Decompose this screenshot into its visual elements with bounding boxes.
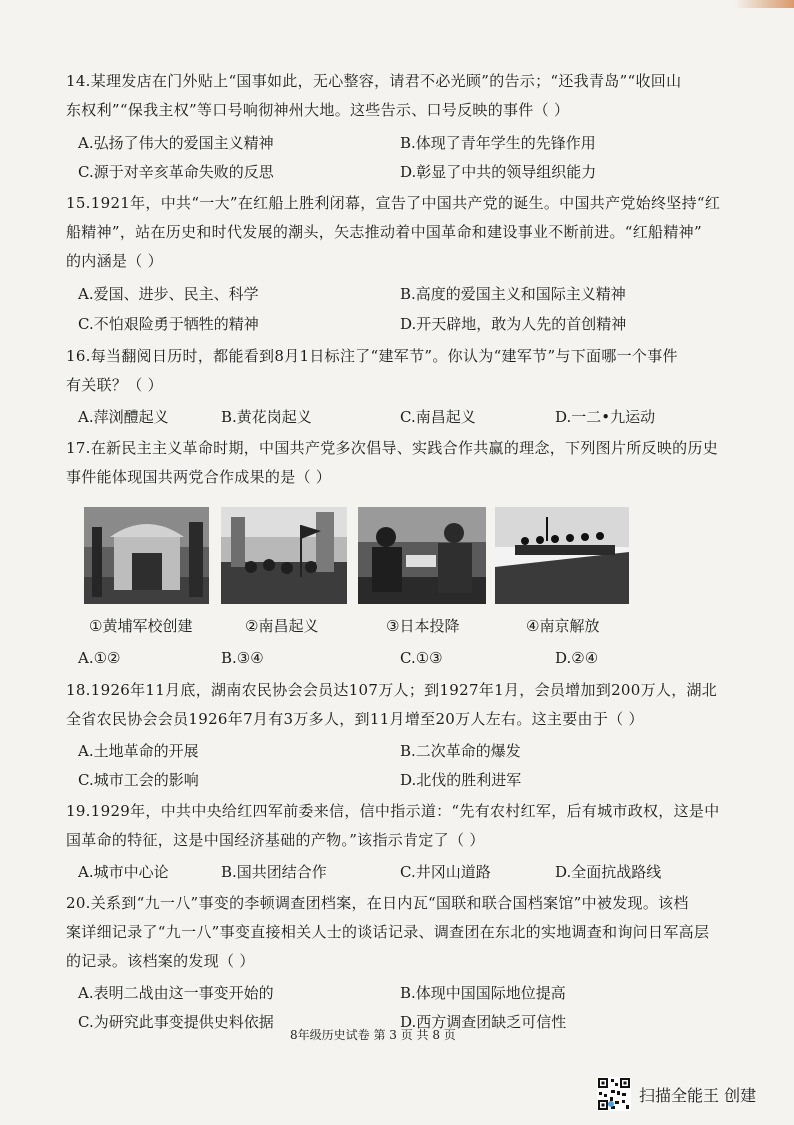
q19-stem-line-2: 国革命的特征，这是中国经济基础的产物。”该指示肯定了（ ） xyxy=(66,831,485,849)
q17-caption-4: ④南京解放 xyxy=(526,617,600,635)
q20-option-a: A.表明二战由这一事变开始的 xyxy=(78,984,274,1002)
q17-option-d: D.②④ xyxy=(555,649,599,667)
scan-edge-mark xyxy=(734,0,794,8)
q15-stem-line-2: 船精神”，站在历史和时代发展的潮头，矢志推动着中国革命和建设事业不断前进。“红船精神” xyxy=(66,223,702,241)
nanjing-liberation-photo xyxy=(495,507,629,604)
q17-stem-line-2: 事件能体现国共两党合作成果的是（ ） xyxy=(66,468,332,486)
page-footer: 8年级历史试卷 第 3 页 共 8 页 xyxy=(290,1028,456,1042)
q19-option-a: A.城市中心论 xyxy=(78,863,169,881)
q15-stem-line-1: 15.1921年，中共“一大”在红船上胜利闭幕，宣告了中国共产党的诞生。中国共产党始终坚持“红 xyxy=(66,194,721,212)
q14-stem-line-2: 东权利”“保我主权”等口号响彻神州大地。这些告示、口号反映的事件（ ） xyxy=(66,101,570,119)
q18-stem-line-1: 18.1926年11月底，湖南农民协会会员达107万人；到1927年1月，会员增加到200万人，湖北 xyxy=(66,681,718,699)
q14-stem-line-1: 14.某理发店在门外贴上“国事如此，无心整容，请君不必光顾”的告示；“还我青岛”“收回山 xyxy=(66,72,682,90)
q14-option-b: B.体现了青年学生的先锋作用 xyxy=(400,134,596,152)
q18-option-b: B.二次革命的爆发 xyxy=(400,742,521,760)
q15-option-d: D.开天辟地，敢为人先的首创精神 xyxy=(400,315,627,333)
q20-option-d: D.西方调查团缺乏可信性 xyxy=(400,1013,567,1031)
japan-surrender-photo xyxy=(358,507,486,604)
q17-stem-line-1: 17.在新民主主义革命时期，中国共产党多次倡导、实践合作共赢的理念，下列图片所反映的历史 xyxy=(66,439,719,457)
qr-code-icon xyxy=(597,1077,631,1111)
q16-stem-line-2: 有关联？（ ） xyxy=(66,376,163,394)
q18-stem-line-2: 全省农民协会会员1926年7月有3万多人，到11月增至20万人左右。这主要由于（ ） xyxy=(66,710,644,728)
q18-option-a: A.土地革命的开展 xyxy=(78,742,199,760)
q17-caption-2: ②南昌起义 xyxy=(245,617,319,635)
scanner-watermark xyxy=(597,1077,756,1111)
q17-caption-3: ③日本投降 xyxy=(386,617,460,635)
q15-option-c: C.不怕艰险勇于牺牲的精神 xyxy=(78,315,259,333)
q15-stem-line-3: 的内涵是（ ） xyxy=(66,252,163,270)
q19-option-c: C.井冈山道路 xyxy=(400,863,491,881)
q17-option-c: C.①③ xyxy=(400,649,443,667)
q20-option-c: C.为研究此事变提供史料依据 xyxy=(78,1013,274,1031)
q14-option-c: C.源于对辛亥革命失败的反思 xyxy=(78,163,274,181)
q17-option-a: A.①② xyxy=(78,649,121,667)
q19-option-b: B.国共团结合作 xyxy=(221,863,327,881)
q16-option-c: C.南昌起义 xyxy=(400,408,476,426)
scanner-label: 扫描全能王 创建 xyxy=(639,1085,757,1105)
q20-stem-line-3: 的记录。该档案的发现（ ） xyxy=(66,952,255,970)
q17-caption-1: ①黄埔军校创建 xyxy=(89,617,193,635)
q18-option-c: C.城市工会的影响 xyxy=(78,771,199,789)
q20-stem-line-1: 20.关系到“九一八”事变的李顿调查团档案，在日内瓦“国联和联合国档案馆”中被发现。该档 xyxy=(66,894,689,912)
q16-option-d: D.一二•九运动 xyxy=(555,408,656,426)
q16-stem-line-1: 16.每当翻阅日历时，都能看到8月1日标注了“建军节”。你认为“建军节”与下面哪一个事件 xyxy=(66,347,678,365)
q15-option-a: A.爱国、进步、民主、科学 xyxy=(78,285,259,303)
nanchang-uprising-photo xyxy=(221,507,347,604)
q20-option-b: B.体现中国国际地位提高 xyxy=(400,984,566,1002)
q16-option-b: B.黄花岗起义 xyxy=(221,408,312,426)
q14-option-d: D.彰显了中共的领导组织能力 xyxy=(400,163,597,181)
q19-stem-line-1: 19.1929年，中共中央给红四军前委来信，信中指示道：“先有农村红军，后有城市政权，这是中 xyxy=(66,802,720,820)
q19-option-d: D.全面抗战路线 xyxy=(555,863,662,881)
q14-option-a: A.弘扬了伟大的爱国主义精神 xyxy=(78,134,274,152)
q20-stem-line-2: 案详细记录了“九一八”事变直接相关人士的谈话记录、调查团在东北的实地调查和询问日军高层 xyxy=(66,923,710,941)
q18-option-d: D.北伐的胜利进军 xyxy=(400,771,522,789)
q17-option-b: B.③④ xyxy=(221,649,264,667)
q17-photo-strip xyxy=(84,507,629,605)
q15-option-b: B.高度的爱国主义和国际主义精神 xyxy=(400,285,626,303)
q16-option-a: A.萍浏醴起义 xyxy=(78,408,169,426)
huangpu-academy-photo xyxy=(84,507,209,604)
